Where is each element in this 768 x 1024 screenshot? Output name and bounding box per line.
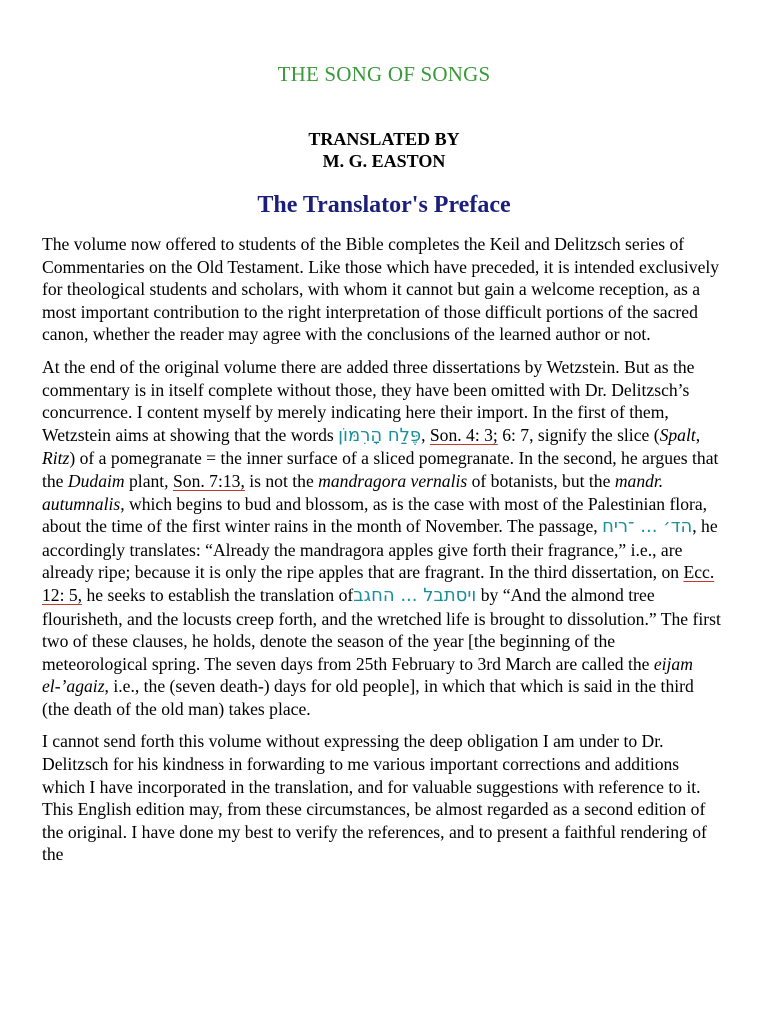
italic-term: Dudaim (67, 470, 125, 491)
hebrew-phrase-almond: ויסתבל ... החגב (353, 584, 477, 606)
paragraph-2-text: At the end of the original volume there are added three dissertations by Wetzstein. But as the commentary is in itself complete without those, they have been omitted with Dr. Delitzsch’s concurrence. I content myself by merely indicating here their import. In the first of them, Wetzstein aims at showing that the words (42, 356, 695, 445)
paragraph-3: I cannot send forth this volume without expressing the deep obligation I am under to Dr. Delitzsch for his kindness in forwarding to me various important corrections and additions which I have incorporated in the translation, and for valuable suggestions with reference to it. This English edition may, from these circumstances, be almost regarded as a second edition of the original. I have done my best to verify the references, and to present a faithful rendering of the (42, 731, 707, 865)
byline (0, 128, 768, 172)
hebrew-phrase-pomegranate: פֶּלַח הָרִמּוֹן (338, 424, 422, 446)
scripture-link-son-7-13[interactable]: Son. 7:13, (172, 470, 245, 491)
paragraph-2-text: of botanists, but the (467, 470, 615, 491)
paragraph-2 (42, 356, 722, 721)
italic-term: mandr. autumnalis (42, 470, 664, 514)
paragraph-1: The volume now offered to students of the Bible completes the Keil and Delitzsch series of Commentaries on the Old Testament. Like those which have preceded, it is intended exclusively for theological students and scholars, with whom it cannot but gain a welcome reception, as a most important contribution to the right interpretation of those difficult portions of the sacred canon, whether the reader may agree with the conclusions of the learned author or not. (42, 234, 720, 345)
paragraph-2-text: 6: 7, signify the slice ( (497, 424, 660, 445)
paragraph-2-text: ) of a pomegranate = the inner surface of a sliced pomegranate. In the second, he argues that the (42, 448, 719, 491)
paragraph-2-text: , i.e., the (seven death-) days for old people], in which that which is said in the third (the death of the old man) takes place. (42, 676, 694, 719)
byline-translated-by: TRANSLATED BY (308, 129, 460, 149)
paragraph-2-text: by “And the almond tree flourisheth, and the locusts creep forth, and the wretched life is brought to dissolution.” The first two of these clauses, he holds, denote the season of the year [the beginning of the meteorological spring. The seven days from 25th February to 3rd March are called the (42, 584, 721, 674)
italic-term: mandragora vernalis (318, 470, 468, 491)
paragraph-2-text: , he accordingly translates: “Already the mandragora apples give forth their fragrance,” i.e., are already ripe; because it is only the ripe apples that are fragrant. In the third dissertation, on (42, 516, 718, 583)
scripture-link-ecc-12-5[interactable]: Ecc. 12: 5, (42, 562, 715, 605)
section-heading: The Translator's Preface (257, 192, 511, 218)
scripture-link-son-4-3[interactable]: Son. 4: 3; (429, 424, 498, 445)
paragraph-2-text: is not the (244, 470, 319, 491)
paragraph-2-text: plant, (124, 470, 173, 491)
preface-body (42, 233, 722, 876)
paragraph-2-text: , (421, 424, 430, 445)
italic-term: Spalt (659, 424, 696, 445)
paragraph-2-text: he seeks to establish the translation of (82, 584, 354, 605)
book-title: THE SONG OF SONGS (277, 62, 491, 86)
hebrew-phrase-passage: הד׳ ... ־ריח (602, 516, 693, 538)
italic-term: eijam el-’agaiz (42, 653, 693, 697)
italic-term: Ritz (42, 448, 70, 469)
paragraph-2-text: , which begins to bud and blossom, as is the case with most of the Palestinian flora, about the time of the first winter rains in the month of November. The passage, (42, 493, 708, 537)
paragraph-2-text: , (695, 424, 701, 445)
byline-translator-name: M. G. EASTON (322, 151, 446, 171)
